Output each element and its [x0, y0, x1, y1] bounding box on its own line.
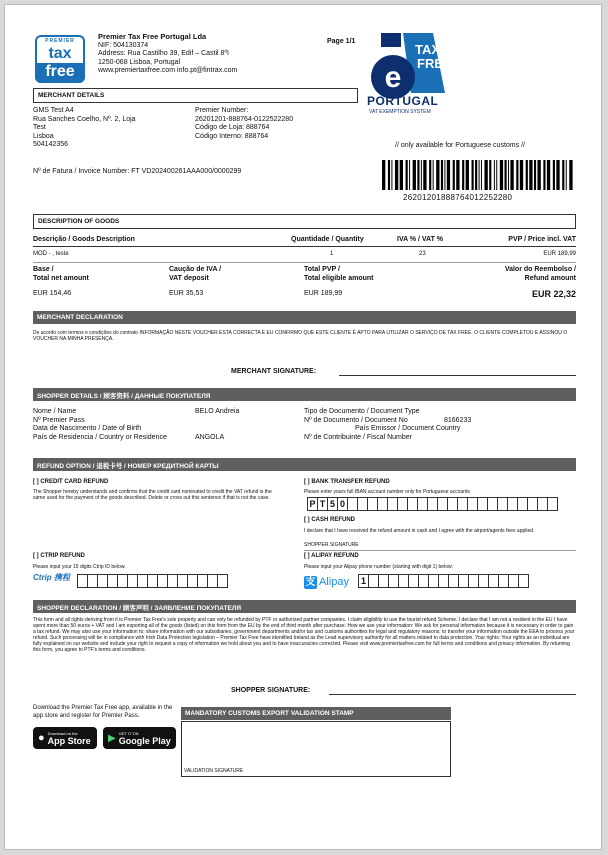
divider	[33, 262, 576, 263]
fiscal-number-label: Nº de Contribuinte / Fiscal Number	[304, 433, 412, 441]
premier-pass-label: Nº Premier Pass	[33, 416, 85, 424]
country-label: País de Residencia / Country or Residence	[33, 433, 167, 441]
country-value: ANGOLA	[195, 433, 225, 441]
pvp-label	[304, 266, 373, 283]
customs-stamp-box[interactable]	[181, 721, 451, 777]
apple-icon: ●	[38, 732, 45, 744]
validation-signature-label: VALIDATION SIGNATURE	[184, 768, 244, 774]
merchant-declaration-text: De acordo com termos e condições do contrato INFORMAÇÃO NESTE VOUCHER ESTA CORRECTA E EU CONFIRMO QUE ESTE CLIENTE É APTO PARA UTILIZAR O SERVIÇO DE TAX FREE. O CLIENTE COMPLETOU E ASSINOU O VOUCHER NA MINHA PRESENÇA.	[33, 330, 568, 342]
pvp-label-line: Total eligible amount	[304, 274, 374, 282]
deposit-label	[169, 266, 221, 283]
cash-refund-option[interactable]: [ ] CASH REFUND	[304, 517, 355, 523]
alipay-number-cells[interactable]	[358, 574, 528, 588]
play-icon: ▶	[108, 732, 116, 744]
ctrip-logo: Ctrip 携程	[33, 573, 70, 582]
shopper-right	[304, 408, 574, 442]
pvp-label-line: Total PVP /	[304, 266, 340, 273]
google-play-button[interactable]	[103, 727, 176, 749]
refund-label-line: Valor do Reembolso /	[504, 266, 576, 273]
app-download-text: Download the Premier Tax Free app, available in the app store and register for Premier Pass.	[33, 705, 173, 719]
credit-card-refund-text: The Shopper hereby understands and confirms that the credit card nominated to credit the VAT refund is the same used for the payment of the goods described. Delete or cross out this sentence if that is not the case.	[33, 489, 272, 501]
goods-row-vat: 23	[419, 251, 426, 257]
bank-transfer-refund-option[interactable]: [ ] BANK TRANSFER REFUND	[304, 479, 390, 485]
name-label: Nome / Name	[33, 408, 77, 415]
base-label	[33, 266, 89, 283]
company-web: www.premiertaxfree.com info.pt@fintrax.com	[98, 67, 238, 74]
col-vat: IVA % / VAT %	[397, 236, 444, 243]
merchant-city: Lisboa	[33, 132, 54, 140]
goods-row-description: MOD - , teste	[33, 251, 69, 257]
google-play-big-text: Google Play	[118, 735, 171, 746]
barcode	[382, 160, 574, 190]
shopper-left	[33, 408, 293, 442]
merchant-signature-label: MERCHANT SIGNATURE:	[231, 368, 317, 375]
cash-shopper-signature-label: SHOPPER SIGNATURE	[304, 542, 359, 548]
goods-row-price: EUR 189,99	[543, 251, 576, 257]
alipay-wordmark: Alipay	[319, 575, 349, 588]
iban-cells[interactable]	[307, 497, 557, 511]
merchant-street: Rua Sanches Coelho, Nº. 2, Loja	[33, 115, 136, 123]
shopper-details-header: SHOPPER DETAILS / 顾客资料 / ДАННЫЕ ПОКУПАТЕЛЯ	[33, 388, 576, 401]
tax-free-form	[4, 4, 602, 850]
etax-free-logo: e TAX FREE PORTUGAL VAT EXEMPTION SYSTEM	[367, 33, 457, 123]
refund-option-header: REFUND OPTION / 退税卡号 / НОМЕР КРЕДИТНОЙ КАРТЫ	[33, 458, 576, 471]
invoice-number: Nº de Fatura / Invoice Number: FT VD202400261AAA000/0000299	[33, 168, 242, 175]
base-label-line: Base /	[33, 266, 54, 273]
alipay-icon: 支	[305, 576, 316, 588]
customs-stamp-header: MANDATORY CUSTOMS EXPORT VALIDATION STAMP	[181, 707, 451, 720]
bank-transfer-text: Please enter yours full IBAN account number only for Portuguese accounts	[304, 489, 470, 495]
doc-type-label: Tipo de Documento / Document Type	[304, 408, 420, 415]
pvp-value: EUR 189,99	[304, 290, 343, 297]
merchant-address	[33, 107, 198, 150]
company-info	[98, 33, 328, 76]
col-quantity: Quantidade / Quantity	[291, 236, 364, 243]
input-cell[interactable]	[547, 497, 558, 511]
deposit-value: EUR 35,53	[169, 290, 204, 297]
credit-card-refund-option[interactable]: [ ] CREDIT CARD REFUND	[33, 479, 109, 485]
google-play-small-text: GET IT ON	[118, 730, 139, 736]
app-store-small-text: Download on the	[47, 730, 78, 736]
input-cell[interactable]: T	[317, 497, 328, 511]
ctrip-id-cells[interactable]	[77, 574, 227, 588]
merchant-details-header: MERCHANT DETAILS	[33, 88, 358, 103]
cash-signature-line[interactable]	[304, 550, 576, 551]
merchant-nif: 504142356	[33, 141, 69, 148]
merchant-codes	[195, 107, 365, 141]
merchant-extra: Test	[33, 124, 46, 131]
company-address: 1250-068 Lisboa, Portugal	[98, 58, 181, 66]
ctrip-refund-text: Please input your 15 digits Ctrip ID below.	[33, 564, 126, 570]
doc-number-value: 8166233	[444, 416, 472, 424]
doc-number-label: Nº de Documento / Document No	[304, 416, 408, 424]
cash-refund-text: I declare that I have received the refund amount in cash and I agree with the airport/agents fees applied.	[304, 528, 535, 534]
col-description: Descrição / Goods Description	[33, 236, 135, 243]
barcode-number: 26201201888764012252280	[403, 193, 513, 202]
svg-text:e: e	[384, 61, 402, 94]
merchant-declaration-header: MERCHANT DECLARATION	[33, 311, 576, 324]
divider	[33, 246, 576, 247]
goods-row-quantity: 1	[330, 251, 334, 257]
page-number: Page 1/1	[327, 38, 356, 45]
ctrip-refund-option[interactable]: [ ] CTRIP REFUND	[33, 553, 85, 559]
refund-label	[465, 266, 576, 283]
premier-tax-free-logo: PREMIER tax free	[35, 35, 85, 83]
customs-note: // only available for Portuguese customs //	[395, 142, 525, 149]
col-price: PVP / Price incl. VAT	[508, 236, 576, 243]
company-address: Address: Rua Castilho 39, Edif – Castil 8ºI	[98, 50, 229, 57]
input-cell[interactable]: 5	[327, 497, 338, 511]
company-nif: NIF: 504130374	[98, 41, 149, 49]
input-cell[interactable]	[518, 574, 529, 588]
name-value: BELO Andreia	[195, 408, 240, 415]
doc-country-label: País Emissor / Document Country	[355, 425, 461, 432]
shopper-declaration-header: SHOPPER DECLARATION / 顾客声明 / ЗАЯВЛЕНИЕ ПОКУПАТЕЛЯ	[33, 600, 576, 613]
merchant-name: GMS Test A4	[33, 107, 74, 114]
deposit-label-line: VAT deposit	[169, 274, 209, 282]
app-store-big-text: App Store	[47, 735, 91, 746]
refund-value: EUR 22,32	[531, 289, 576, 299]
barcode-bars	[382, 160, 574, 190]
premier-number-label: Premier Number:	[195, 107, 249, 114]
shopper-signature-line[interactable]	[329, 694, 576, 695]
input-cell[interactable]	[217, 574, 228, 588]
store-code: Código de Loja: 888764	[195, 124, 270, 131]
merchant-signature-line[interactable]	[339, 375, 576, 376]
alipay-refund-option[interactable]: [ ] ALIPAY REFUND	[304, 553, 359, 559]
app-store-button[interactable]	[33, 727, 97, 749]
internal-code: Código Interno: 888764	[195, 132, 269, 140]
shopper-declaration-text: This form and all rights deriving from it is Premier Tax Free's sole property and can only be refunded by PTF or authorized partner companies. I claim eligibility to use the tourist refund Scheme. I declare that I am not a resident in the EU I have spent more than 50 euros + VAT and I am exporting all of the goods (listed) on this form from the EU by the end of third month after purchase. How we use your information: We ask for personal information because it is necessary in order to gain a tax refund. We may also use your information to: share information with our subsidiaries, government departments and/or tax and customs authorities for legal and regulatory reasons; to transfer your information outside the EEA to process your refund. Such processing will be in compliance with Irish Data Protection legislation – Premier Tax Free have identified Ireland as the Lead supervisory authority for all matters related to data protection. Your rights: Your rights as an individual are fully explained on our website and include your right to request a copy of information we hold about you and to have inaccuracies corrected. Please visit www.premiertaxfree.com for full terms and conditions and privacy information. By returning this form, you agree to PTF's terms and conditions.	[33, 617, 575, 653]
input-cell[interactable]: 0	[337, 497, 348, 511]
input-cell[interactable]: P	[307, 497, 318, 511]
input-cell[interactable]: 1	[358, 574, 369, 588]
alipay-refund-text: Please input your Alipay phone number (starting with digit 1) below:	[304, 564, 453, 570]
company-name: Premier Tax Free Portugal Lda	[98, 32, 207, 41]
refund-label-line: Refund amount	[524, 274, 576, 282]
premier-number: 26201201-888764-0122522280	[195, 115, 294, 123]
base-value: EUR 154,46	[33, 290, 72, 297]
goods-header: DESCRIPTION OF GOODS	[33, 214, 576, 229]
dob-label: Data de Nascimento / Date of Birth	[33, 425, 142, 432]
shopper-signature-label: SHOPPER SIGNATURE:	[231, 687, 311, 694]
deposit-label-line: Caução de IVA /	[169, 266, 222, 273]
alipay-logo	[304, 574, 349, 590]
base-label-line: Total net amount	[33, 274, 89, 282]
